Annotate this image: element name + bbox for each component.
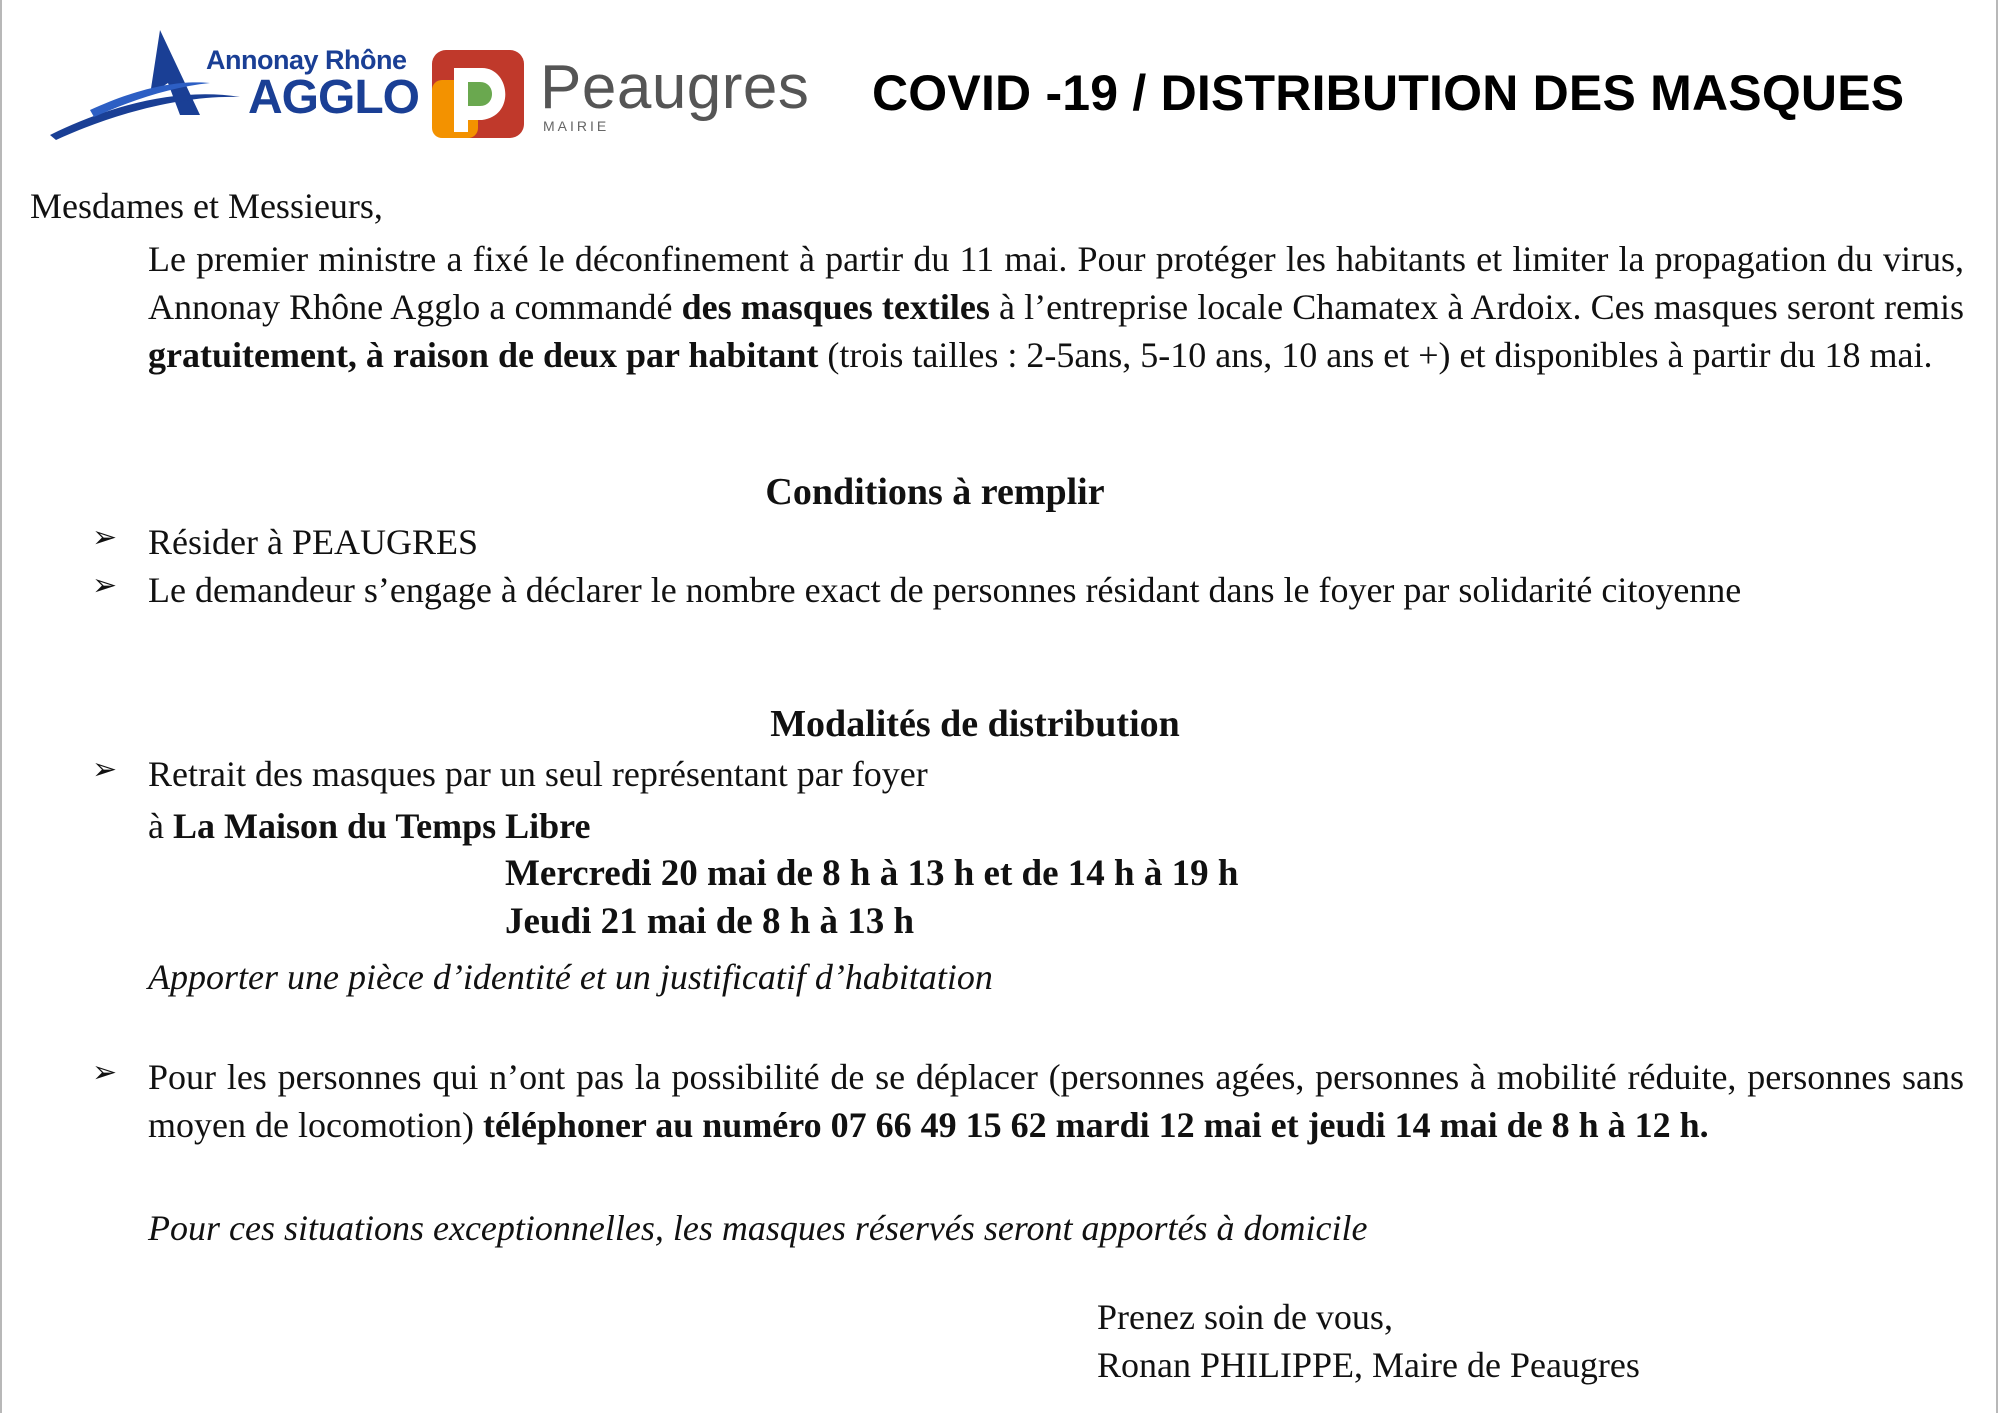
schedule-thursday: Jeudi 21 mai de 8 h à 13 h	[505, 901, 915, 942]
bullet-arrow-icon: ➢	[92, 1055, 118, 1090]
distribution-heading: Modalités de distribution	[770, 703, 1180, 745]
intro-paragraph	[148, 235, 1964, 379]
signature-closing: Prenez soin de vous,	[1097, 1297, 1393, 1337]
conditions-heading: Conditions à remplir	[765, 471, 1105, 513]
location-name: La Maison du Temps Libre	[172, 806, 591, 846]
intro-bold-free: gratuitement, à raison de deux par habitant	[148, 335, 819, 375]
bullet-arrow-icon: ➢	[92, 568, 118, 603]
intro-text-3: (trois tailles : 2-5ans, 5-10 ans, 10 ans et +) et disponibles à partir du 18 mai.	[818, 335, 1933, 375]
signature-name: Ronan PHILIPPE, Maire de Peaugres	[1097, 1345, 1640, 1385]
home-delivery-note: Pour ces situations exceptionnelles, les masques réservés seront apportés à domicile	[148, 1208, 1368, 1248]
peaugres-logo-name: Peaugres	[540, 53, 810, 122]
agglo-logo-line2: AGGLO	[248, 71, 419, 124]
agglo-logo	[50, 25, 419, 145]
intro-text-2: à l’entreprise locale Chamatex à Ardoix. Ces masques seront remis	[989, 287, 1964, 327]
peaugres-logo-mark-icon	[432, 50, 524, 138]
intro-bold-textile-masks: des masques textiles	[681, 287, 990, 327]
distribution-item-phone	[148, 1053, 1964, 1149]
location-prefix: à	[148, 806, 173, 846]
intro-text-1: Le premier ministre a fixé le déconfinement à partir du 11 mai. Pour protéger les habitants et limiter la propagation du virus, Annonay Rhône Agglo a commandé	[148, 239, 1964, 327]
distribution-item-pickup: Retrait des masques par un seul représentant par foyer	[148, 754, 928, 794]
condition-item-residence: Résider à PEAUGRES	[148, 522, 478, 562]
agglo-logo-line1: Annonay Rhône	[206, 45, 407, 75]
documents-note: Apporter une pièce d’identité et un justificatif d’habitation	[148, 957, 993, 997]
phone-item-bold: téléphoner au numéro 07 66 49 15 62 mardi 12 mai et jeudi 14 mai de 8 h à 12 h.	[482, 1105, 1709, 1145]
phone-item-text: Pour les personnes qui n’ont pas la possibilité de se déplacer (personnes agées, personnes à mobilité réduite, personnes sans moyen de locomotion)	[148, 1057, 1964, 1145]
bullet-arrow-icon: ➢	[92, 752, 118, 787]
bullet-arrow-icon: ➢	[92, 520, 118, 555]
page-title: COVID -19 / DISTRIBUTION DES MASQUES	[872, 65, 1905, 121]
greeting: Mesdames et Messieurs,	[30, 186, 383, 226]
peaugres-logo-sub: MAIRIE	[543, 118, 610, 134]
condition-item-declaration: Le demandeur s’engage à déclarer le nombre exact de personnes résidant dans le foyer par solidarité citoyenne	[148, 570, 1742, 610]
schedule-wednesday: Mercredi 20 mai de 8 h à 13 h et de 14 h à 19 h	[505, 853, 1239, 894]
distribution-location	[148, 802, 1964, 850]
